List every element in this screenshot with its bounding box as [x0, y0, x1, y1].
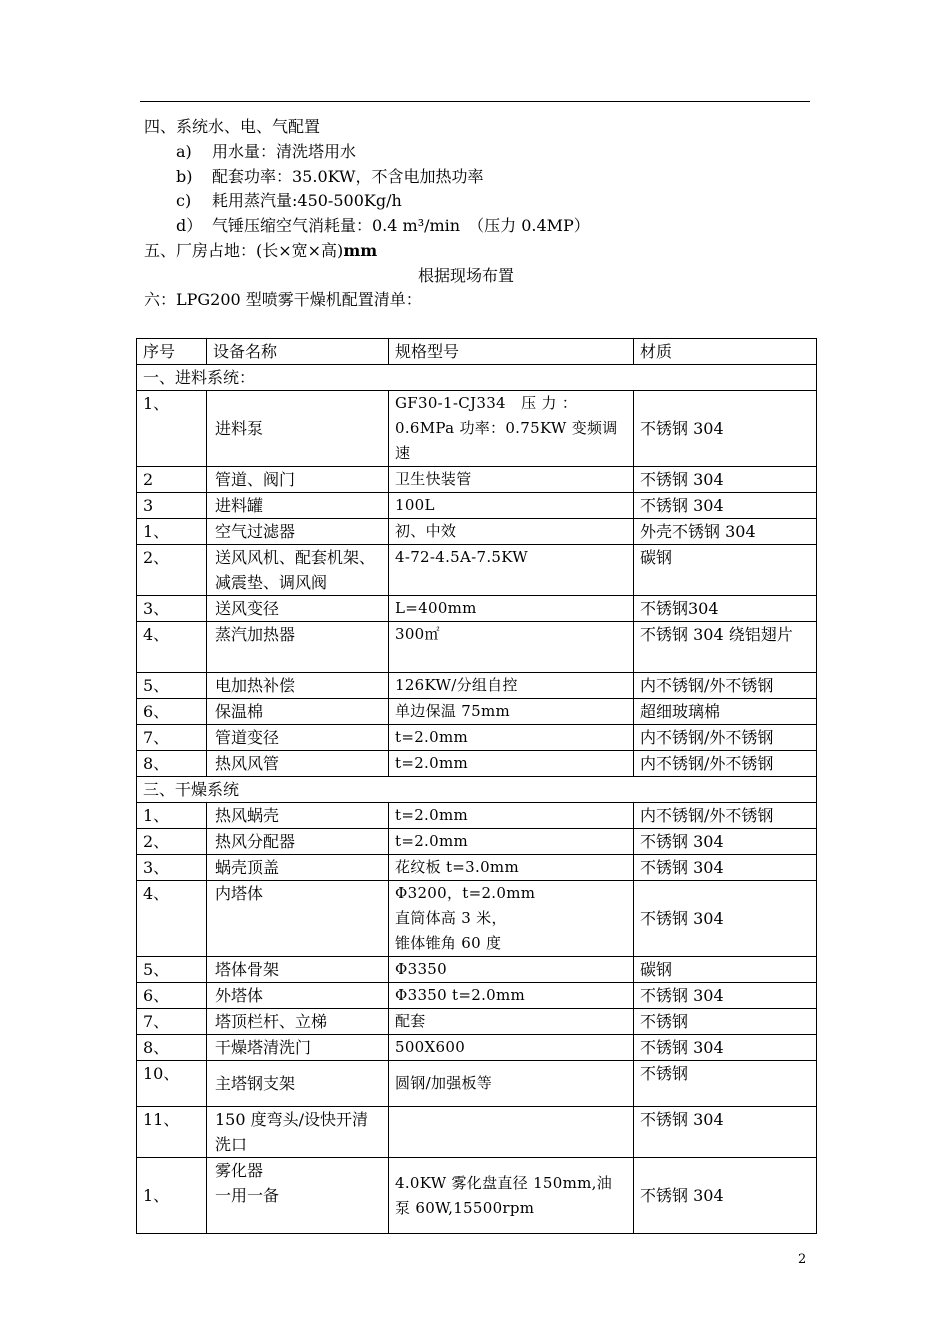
s4-item-b [176, 167, 483, 187]
cell-material [634, 596, 817, 622]
cell-text: 塔体骨架 [215, 960, 280, 979]
cell-text: 配套 [395, 1012, 426, 1030]
cell-text: 7、 [143, 1012, 170, 1031]
cell-spec [389, 1107, 634, 1158]
page-number: 2 [798, 1252, 807, 1267]
s4-item-d [176, 216, 590, 236]
cell-text: 碳钢 [640, 960, 673, 979]
cell-material [634, 519, 817, 545]
table-row [137, 751, 817, 777]
cell-text: 热风分配器 [215, 832, 296, 851]
cell-no [137, 725, 207, 751]
cell-name [207, 467, 389, 493]
cell-text: 5、 [143, 676, 170, 695]
cell-text: 不锈钢 304 [640, 858, 724, 877]
config-table-body [137, 339, 817, 1234]
cell-name [207, 855, 389, 881]
table-row [137, 1061, 817, 1107]
cell-material [634, 829, 817, 855]
cell-text: 一、进料系统： [143, 368, 256, 387]
cell-text: 不锈钢 304 [640, 470, 724, 489]
cell-name [207, 1009, 389, 1035]
cell-spec [389, 1158, 634, 1234]
cell-text: 塔顶栏杆、立梯 [215, 1012, 328, 1031]
cell-material [634, 545, 817, 596]
cell-spec [389, 519, 634, 545]
cell-text: 电加热补偿 [215, 676, 296, 695]
cell-text: Φ3200，t=2.0mm 直筒体高 3 米， 锥体锥角 60 度 [395, 884, 536, 952]
cell-text: Φ3350 t=2.0mm [395, 986, 526, 1004]
cell-no [137, 1107, 207, 1158]
cell-material [634, 855, 817, 881]
cell-text: 不锈钢 304 [640, 1110, 724, 1129]
cell-material [634, 957, 817, 983]
cell-text: 热风风管 [215, 754, 280, 773]
header-cell-spec: 规格型号 [389, 339, 634, 365]
s4-item-c [176, 191, 402, 211]
cell-spec [389, 596, 634, 622]
cell-text: 蒸汽加热器 [215, 625, 296, 644]
table-row [137, 1158, 817, 1234]
cell-spec [389, 725, 634, 751]
cell-text: 初、中效 [395, 522, 457, 540]
cell-material [634, 983, 817, 1009]
cell-text: 内塔体 [215, 884, 264, 903]
cell-spec [389, 1035, 634, 1061]
table-row [137, 1035, 817, 1061]
table-row [137, 957, 817, 983]
item-text: 用水量：清洗塔用水 [212, 142, 357, 161]
cell-text: 7、 [143, 728, 170, 747]
cell-text: 300㎡ [395, 625, 440, 643]
cell-text: 不锈钢 304 [640, 909, 724, 928]
cell-spec [389, 983, 634, 1009]
cell-material [634, 622, 817, 673]
cell-material [634, 725, 817, 751]
item-marker: d） [176, 216, 203, 235]
section-5-unit: mm [343, 241, 378, 260]
cell-name [207, 1158, 389, 1234]
cell-text: 内不锈钢/外不锈钢 [640, 806, 774, 825]
cell-text: 不锈钢 304 [640, 496, 724, 515]
cell-spec [389, 622, 634, 673]
cell-text: 6、 [143, 702, 170, 721]
cell-name [207, 983, 389, 1009]
table-row [137, 983, 817, 1009]
table-row [137, 803, 817, 829]
cell-text: 2、 [143, 832, 170, 851]
cell-text: 单边保温 75mm [395, 702, 511, 720]
cell-spec [389, 391, 634, 467]
cell-text: 外壳不锈钢 304 [640, 522, 756, 541]
cell-text: 进料罐 [215, 496, 264, 515]
cell-text: 1、 [143, 1186, 170, 1205]
cell-text: 不锈钢 304 [640, 1038, 724, 1057]
table-row [137, 391, 817, 467]
cell-text: GF30-1-CJ334 压 力 ：0.6MPa 功率：0.75KW 变频调速 [395, 394, 618, 462]
cell-spec [389, 1061, 634, 1107]
cell-name [207, 673, 389, 699]
cell-text: t=2.0mm [395, 754, 468, 772]
cell-text: 3 [143, 496, 154, 515]
item-text: 配套功率：35.0KW，不含电加热功率 [212, 167, 484, 186]
cell-text: 3、 [143, 599, 170, 618]
cell-material [634, 1158, 817, 1234]
cell-no [137, 673, 207, 699]
cell-text: t=2.0mm [395, 728, 468, 746]
cell-no [137, 829, 207, 855]
cell-text: 内不锈钢/外不锈钢 [640, 676, 774, 695]
cell-material [634, 1061, 817, 1107]
table-row [137, 881, 817, 957]
cell-name [207, 622, 389, 673]
cell-text: 卫生快装管 [395, 470, 472, 488]
cell-material [634, 673, 817, 699]
cell-name [207, 596, 389, 622]
cell-text: 4-72-4.5A-7.5KW [395, 548, 528, 566]
cell-text: 不锈钢304 [640, 599, 719, 618]
header-cell-name: 设备名称 [207, 339, 389, 365]
cell-name [207, 751, 389, 777]
cell-name [207, 545, 389, 596]
cell-text: 4、 [143, 884, 170, 903]
cell-text: 蜗壳顶盖 [215, 858, 280, 877]
cell-no [137, 1061, 207, 1107]
cell-text: 圆钢/加强板等 [395, 1074, 493, 1092]
cell-material [634, 881, 817, 957]
cell-text: 三、干燥系统 [143, 780, 240, 799]
cell-name [207, 881, 389, 957]
cell-no [137, 881, 207, 957]
cell-text: 4.0KW 雾化盘直径 150mm,油泵 60W,15500rpm [395, 1173, 613, 1217]
cell-name [207, 493, 389, 519]
cell-text: 主塔钢支架 [215, 1074, 296, 1093]
cell-name [207, 803, 389, 829]
cell-name [207, 1107, 389, 1158]
cell-text: 1、 [143, 394, 170, 413]
cell-spec [389, 493, 634, 519]
table-row [137, 673, 817, 699]
table-row [137, 1009, 817, 1035]
cell-name [207, 391, 389, 467]
item-marker: a) [176, 142, 192, 161]
cell-spec [389, 829, 634, 855]
cell-no [137, 699, 207, 725]
cell-material [634, 493, 817, 519]
cell-no [137, 519, 207, 545]
cell-spec [389, 673, 634, 699]
cell-text: 送风风机、配套机架、减震垫、调风阀 [215, 548, 376, 592]
cell-material [634, 699, 817, 725]
cell-no [137, 1035, 207, 1061]
item-marker: b) [176, 167, 193, 186]
cell-text: 送风变径 [215, 599, 280, 618]
cell-text: t=2.0mm [395, 832, 468, 850]
table-row [137, 855, 817, 881]
cell-spec [389, 957, 634, 983]
cell-text: 5、 [143, 960, 170, 979]
section-5-note: 根据现场布置 [418, 266, 515, 285]
cell-text: 1、 [143, 522, 170, 541]
section-4-title: 四、系统水、电、气配置 [144, 117, 321, 136]
cell-text: 不锈钢 304 [640, 832, 724, 851]
table-row [137, 699, 817, 725]
cell-name [207, 829, 389, 855]
cell-text: 外塔体 [215, 986, 264, 1005]
cell-text: 8、 [143, 754, 170, 773]
header-cell-no: 序号 [137, 339, 207, 365]
cell-no [137, 545, 207, 596]
cell-no [137, 983, 207, 1009]
cell-text: 500X600 [395, 1038, 466, 1056]
cell-no [137, 391, 207, 467]
cell-name [207, 699, 389, 725]
table-row [137, 1107, 817, 1158]
group-cell [137, 365, 817, 391]
cell-text: 不锈钢 [640, 1012, 689, 1031]
cell-spec [389, 803, 634, 829]
cell-no [137, 596, 207, 622]
cell-text: 花纹板 t=3.0mm [395, 858, 519, 876]
s4-item-a [176, 142, 356, 162]
cell-name [207, 1035, 389, 1061]
cell-spec [389, 467, 634, 493]
cell-name [207, 519, 389, 545]
cell-text: 11、 [143, 1110, 180, 1129]
cell-text: 碳钢 [640, 548, 673, 567]
cell-text: 进料泵 [215, 419, 264, 438]
cell-text: 不锈钢 304 [640, 419, 724, 438]
cell-text: 内不锈钢/外不锈钢 [640, 754, 774, 773]
cell-material [634, 1035, 817, 1061]
cell-no [137, 855, 207, 881]
table-row [137, 467, 817, 493]
cell-text: 雾化器 一用一备 [215, 1161, 280, 1205]
cell-text: 126KW/分组自控 [395, 676, 518, 694]
cell-text: t=2.0mm [395, 806, 468, 824]
cell-text: 管道变径 [215, 728, 280, 747]
cell-text: 管道、阀门 [215, 470, 296, 489]
section-5-title [144, 241, 377, 261]
header-rule [140, 101, 810, 102]
cell-no [137, 622, 207, 673]
cell-text: 不锈钢 304 绕铝翅片 [640, 625, 793, 644]
cell-text: 3、 [143, 858, 170, 877]
cell-spec [389, 881, 634, 957]
cell-text: 1、 [143, 806, 170, 825]
cell-text: L=400mm [395, 599, 477, 617]
cell-name [207, 1061, 389, 1107]
cell-no [137, 1009, 207, 1035]
cell-spec [389, 1009, 634, 1035]
header-cell-material: 材质 [634, 339, 817, 365]
cell-material [634, 803, 817, 829]
table-group-row [137, 777, 817, 803]
cell-material [634, 467, 817, 493]
table-row [137, 545, 817, 596]
cell-no [137, 957, 207, 983]
cell-name [207, 725, 389, 751]
cell-text: Φ3350 [395, 960, 447, 978]
table-row [137, 829, 817, 855]
cell-text: 热风蜗壳 [215, 806, 280, 825]
table-row [137, 725, 817, 751]
cell-text: 2 [143, 470, 154, 489]
cell-text: 保温棉 [215, 702, 264, 721]
section-6-title: 六：LPG200 型喷雾干燥机配置清单： [144, 290, 422, 309]
cell-material [634, 751, 817, 777]
cell-material [634, 1107, 817, 1158]
cell-spec [389, 751, 634, 777]
cell-spec [389, 545, 634, 596]
cell-name [207, 957, 389, 983]
cell-material [634, 1009, 817, 1035]
item-text: 气锤压缩空气消耗量：0.4 m³/min （压力 0.4MP） [212, 216, 590, 235]
table-row [137, 493, 817, 519]
cell-text: 4、 [143, 625, 170, 644]
table-row [137, 622, 817, 673]
cell-no [137, 751, 207, 777]
cell-text: 不锈钢 304 [640, 1186, 724, 1205]
table-row [137, 596, 817, 622]
cell-text: 8、 [143, 1038, 170, 1057]
item-text: 耗用蒸汽量:450-500Kg/h [212, 191, 402, 210]
cell-spec [389, 699, 634, 725]
cell-text: 100L [395, 496, 435, 514]
cell-text: 超细玻璃棉 [640, 702, 721, 721]
table-group-row [137, 365, 817, 391]
cell-text: 空气过滤器 [215, 522, 296, 541]
cell-text: 不锈钢 304 [640, 986, 724, 1005]
cell-text: 2、 [143, 548, 170, 567]
cell-no [137, 467, 207, 493]
cell-no [137, 803, 207, 829]
cell-spec [389, 855, 634, 881]
config-table [136, 338, 817, 1234]
item-marker: c) [176, 191, 192, 210]
cell-material [634, 391, 817, 467]
cell-no [137, 1158, 207, 1234]
cell-text: 10、 [143, 1064, 180, 1083]
cell-no [137, 493, 207, 519]
cell-text: 150 度弯头/设快开清洗口 [215, 1110, 369, 1154]
table-row [137, 519, 817, 545]
table-header-row [137, 339, 817, 365]
cell-text: 干燥塔清洗门 [215, 1038, 312, 1057]
cell-text: 不锈钢 [640, 1064, 689, 1083]
cell-text: 6、 [143, 986, 170, 1005]
cell-text: 内不锈钢/外不锈钢 [640, 728, 774, 747]
section-5-prefix: 五、厂房占地：(长×宽×高) [144, 241, 344, 260]
group-cell [137, 777, 817, 803]
